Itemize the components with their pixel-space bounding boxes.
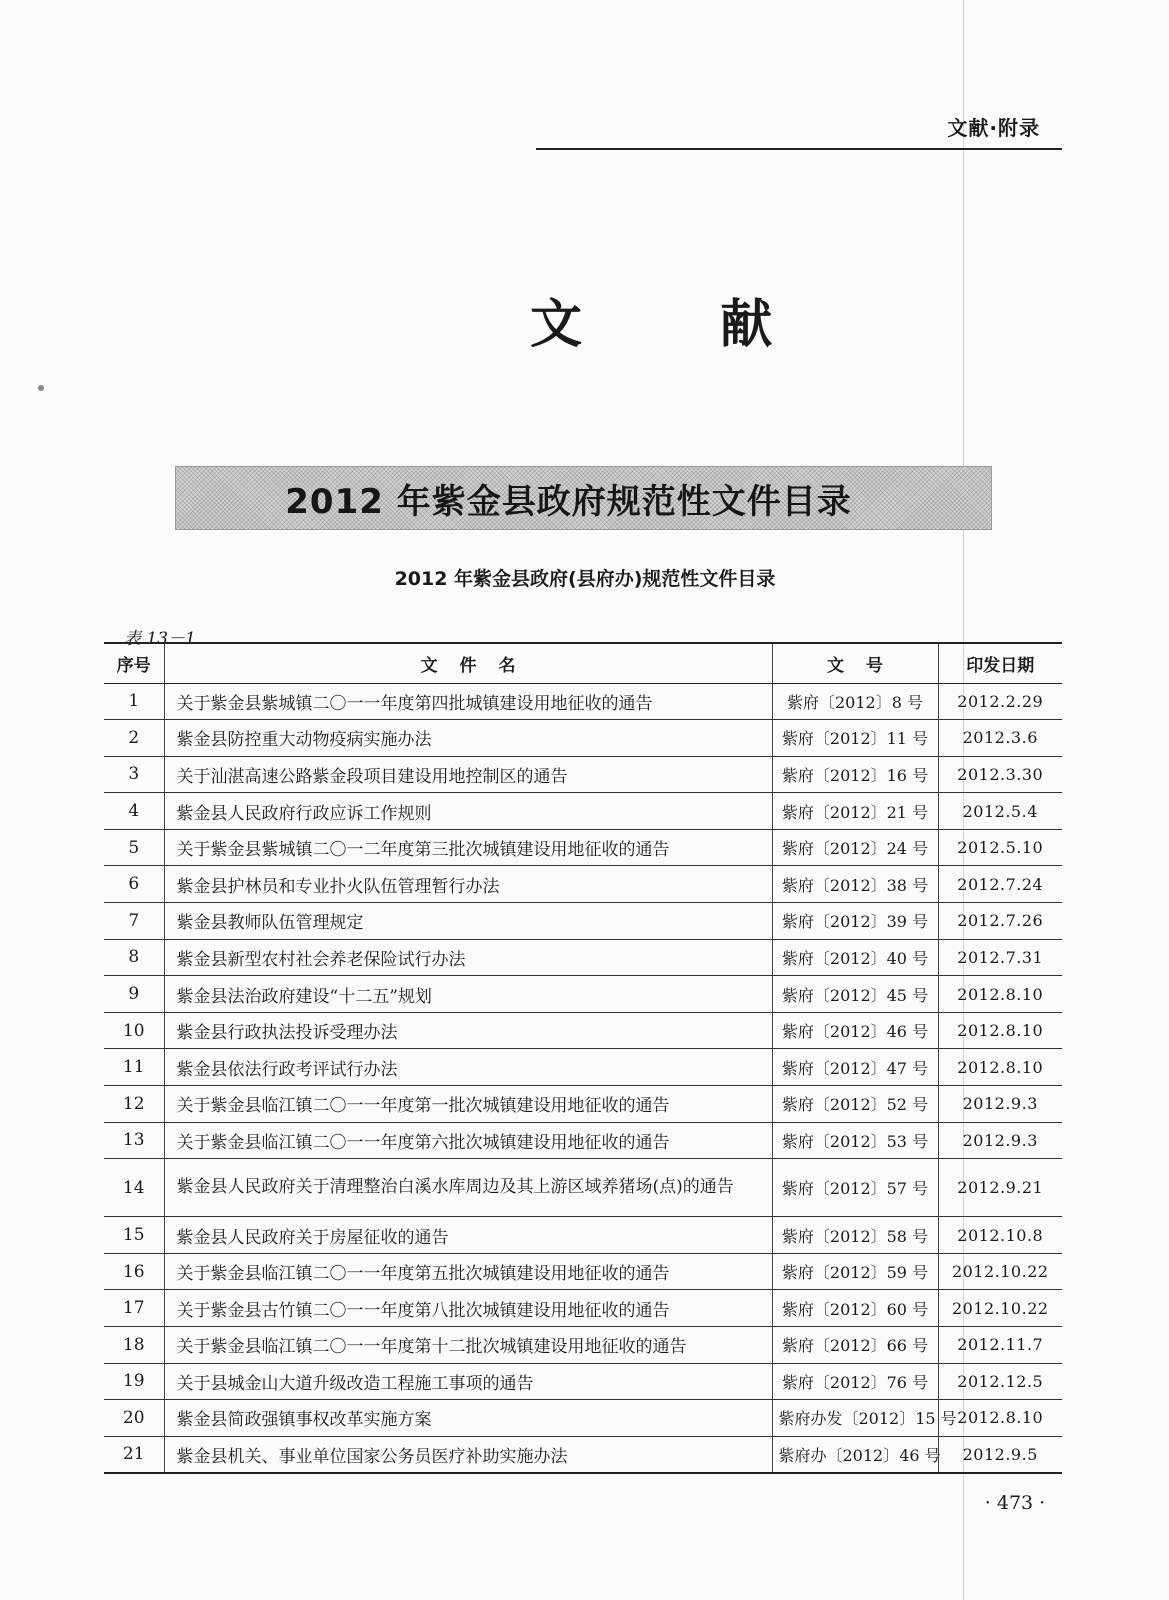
table-row: [104, 793, 1062, 830]
row-index: 6: [104, 866, 164, 903]
row-index: 12: [104, 1086, 164, 1123]
table-row: [104, 1436, 1062, 1473]
header-issue-date: 印发日期: [938, 643, 1062, 683]
table-row: [104, 756, 1062, 793]
table-row: [104, 1363, 1062, 1400]
row-doc-number: 紫府〔2012〕24 号: [772, 829, 938, 866]
row-issue-date: 2012.10.22: [938, 1290, 1062, 1327]
header-file-name: 文件名: [164, 643, 772, 683]
row-issue-date: 2012.8.10: [938, 1012, 1062, 1049]
table-row: [104, 976, 1062, 1013]
row-file-name: 紫金县防控重大动物疫病实施办法: [164, 720, 772, 757]
table-row: [104, 1290, 1062, 1327]
row-file-name: 关于紫金县紫城镇二〇一一年度第四批城镇建设用地征收的通告: [164, 683, 772, 720]
table-row: [104, 829, 1062, 866]
table-row: [104, 1122, 1062, 1159]
table-row: [104, 1253, 1062, 1290]
row-issue-date: 2012.9.5: [938, 1436, 1062, 1473]
row-file-name: 紫金县护林员和专业扑火队伍管理暂行办法: [164, 866, 772, 903]
row-issue-date: 2012.5.4: [938, 793, 1062, 830]
row-file-name: 紫金县人民政府关于清理整治白溪水库周边及其上游区域养猪场(点)的通告: [164, 1159, 772, 1217]
table-body: [104, 683, 1062, 1473]
header-doc-number: 文号: [772, 643, 938, 683]
row-index: 19: [104, 1363, 164, 1400]
row-issue-date: 2012.5.10: [938, 829, 1062, 866]
row-issue-date: 2012.8.10: [938, 1400, 1062, 1437]
row-index: 13: [104, 1122, 164, 1159]
row-issue-date: 2012.7.31: [938, 939, 1062, 976]
row-file-name: 紫金县人民政府行政应诉工作规则: [164, 793, 772, 830]
row-index: 17: [104, 1290, 164, 1327]
row-index: 9: [104, 976, 164, 1013]
row-issue-date: 2012.10.8: [938, 1217, 1062, 1254]
table-row: [104, 1086, 1062, 1123]
row-index: 14: [104, 1159, 164, 1217]
row-file-name: 关于汕湛高速公路紫金段项目建设用地控制区的通告: [164, 756, 772, 793]
table-row: [104, 683, 1062, 720]
row-issue-date: 2012.10.22: [938, 1253, 1062, 1290]
row-index: 1: [104, 683, 164, 720]
row-doc-number: 紫府〔2012〕16 号: [772, 756, 938, 793]
row-doc-number: 紫府〔2012〕53 号: [772, 1122, 938, 1159]
row-doc-number: 紫府〔2012〕57 号: [772, 1159, 938, 1217]
header-rule: [536, 148, 1062, 150]
row-file-name: 紫金县新型农村社会养老保险试行办法: [164, 939, 772, 976]
header-index: 序号: [104, 643, 164, 683]
table-row: [104, 939, 1062, 976]
row-index: 18: [104, 1327, 164, 1364]
row-doc-number: 紫府〔2012〕46 号: [772, 1012, 938, 1049]
row-doc-number: 紫府〔2012〕21 号: [772, 793, 938, 830]
table-row: [104, 1159, 1062, 1217]
row-file-name: 紫金县依法行政考评试行办法: [164, 1049, 772, 1086]
row-doc-number: 紫府〔2012〕76 号: [772, 1363, 938, 1400]
row-doc-number: 紫府〔2012〕60 号: [772, 1290, 938, 1327]
row-index: 4: [104, 793, 164, 830]
row-issue-date: 2012.12.5: [938, 1363, 1062, 1400]
row-index: 5: [104, 829, 164, 866]
row-issue-date: 2012.3.30: [938, 756, 1062, 793]
row-doc-number: 紫府〔2012〕45 号: [772, 976, 938, 1013]
table-row: [104, 903, 1062, 940]
row-index: 20: [104, 1400, 164, 1437]
table-row: [104, 1327, 1062, 1364]
row-index: 16: [104, 1253, 164, 1290]
row-index: 8: [104, 939, 164, 976]
row-file-name: 紫金县人民政府关于房屋征收的通告: [164, 1217, 772, 1254]
row-file-name: 关于紫金县临江镇二〇一一年度第十二批次城镇建设用地征收的通告: [164, 1327, 772, 1364]
row-issue-date: 2012.3.6: [938, 720, 1062, 757]
row-file-name: 关于紫金县紫城镇二〇一二年度第三批次城镇建设用地征收的通告: [164, 829, 772, 866]
row-index: 2: [104, 720, 164, 757]
row-file-name: 关于县城金山大道升级改造工程施工事项的通告: [164, 1363, 772, 1400]
row-doc-number: 紫府〔2012〕8 号: [772, 683, 938, 720]
table-row: [104, 1049, 1062, 1086]
row-index: 7: [104, 903, 164, 940]
table-row: [104, 1400, 1062, 1437]
row-doc-number: 紫府〔2012〕47 号: [772, 1049, 938, 1086]
table-row: [104, 720, 1062, 757]
section-banner: [175, 466, 992, 530]
row-index: 10: [104, 1012, 164, 1049]
row-index: 15: [104, 1217, 164, 1254]
table-row: [104, 866, 1062, 903]
row-file-name: 紫金县简政强镇事权改革实施方案: [164, 1400, 772, 1437]
row-doc-number: 紫府〔2012〕58 号: [772, 1217, 938, 1254]
row-index: 11: [104, 1049, 164, 1086]
row-issue-date: 2012.11.7: [938, 1327, 1062, 1364]
page-number: · 473 ·: [984, 1492, 1046, 1514]
row-doc-number: 紫府〔2012〕52 号: [772, 1086, 938, 1123]
table-row: [104, 1012, 1062, 1049]
row-file-name: 关于紫金县古竹镇二〇一一年度第八批次城镇建设用地征收的通告: [164, 1290, 772, 1327]
row-index: 3: [104, 756, 164, 793]
table-number: 表 13－1: [124, 629, 196, 649]
running-header: 文献·附录: [947, 116, 1040, 140]
row-doc-number: 紫府办〔2012〕46 号: [772, 1436, 938, 1473]
scan-speck: [38, 385, 44, 391]
table-header-row: [104, 643, 1062, 683]
chapter-title: 文 献: [530, 294, 833, 355]
row-doc-number: 紫府〔2012〕11 号: [772, 720, 938, 757]
row-issue-date: 2012.8.10: [938, 1049, 1062, 1086]
row-file-name: 关于紫金县临江镇二〇一一年度第一批次城镇建设用地征收的通告: [164, 1086, 772, 1123]
row-file-name: 关于紫金县临江镇二〇一一年度第五批次城镇建设用地征收的通告: [164, 1253, 772, 1290]
section-banner-title: 2012 年紫金县政府规范性文件目录: [285, 481, 852, 522]
row-doc-number: 紫府〔2012〕66 号: [772, 1327, 938, 1364]
row-doc-number: 紫府办发〔2012〕15 号: [772, 1400, 938, 1437]
row-issue-date: 2012.8.10: [938, 976, 1062, 1013]
row-issue-date: 2012.7.26: [938, 903, 1062, 940]
row-doc-number: 紫府〔2012〕38 号: [772, 866, 938, 903]
row-doc-number: 紫府〔2012〕39 号: [772, 903, 938, 940]
table-title: 2012 年紫金县政府(县府办)规范性文件目录: [394, 568, 776, 590]
row-issue-date: 2012.9.21: [938, 1159, 1062, 1217]
document-list-table: [104, 642, 1062, 1474]
row-issue-date: 2012.9.3: [938, 1122, 1062, 1159]
row-index: 21: [104, 1436, 164, 1473]
row-issue-date: 2012.9.3: [938, 1086, 1062, 1123]
table-row: [104, 1217, 1062, 1254]
row-file-name: 紫金县机关、事业单位国家公务员医疗补助实施办法: [164, 1436, 772, 1473]
row-doc-number: 紫府〔2012〕59 号: [772, 1253, 938, 1290]
row-file-name: 紫金县教师队伍管理规定: [164, 903, 772, 940]
row-file-name: 紫金县行政执法投诉受理办法: [164, 1012, 772, 1049]
row-doc-number: 紫府〔2012〕40 号: [772, 939, 938, 976]
row-issue-date: 2012.7.24: [938, 866, 1062, 903]
row-file-name: 紫金县法治政府建设“十二五”规划: [164, 976, 772, 1013]
row-issue-date: 2012.2.29: [938, 683, 1062, 720]
row-file-name: 关于紫金县临江镇二〇一一年度第六批次城镇建设用地征收的通告: [164, 1122, 772, 1159]
